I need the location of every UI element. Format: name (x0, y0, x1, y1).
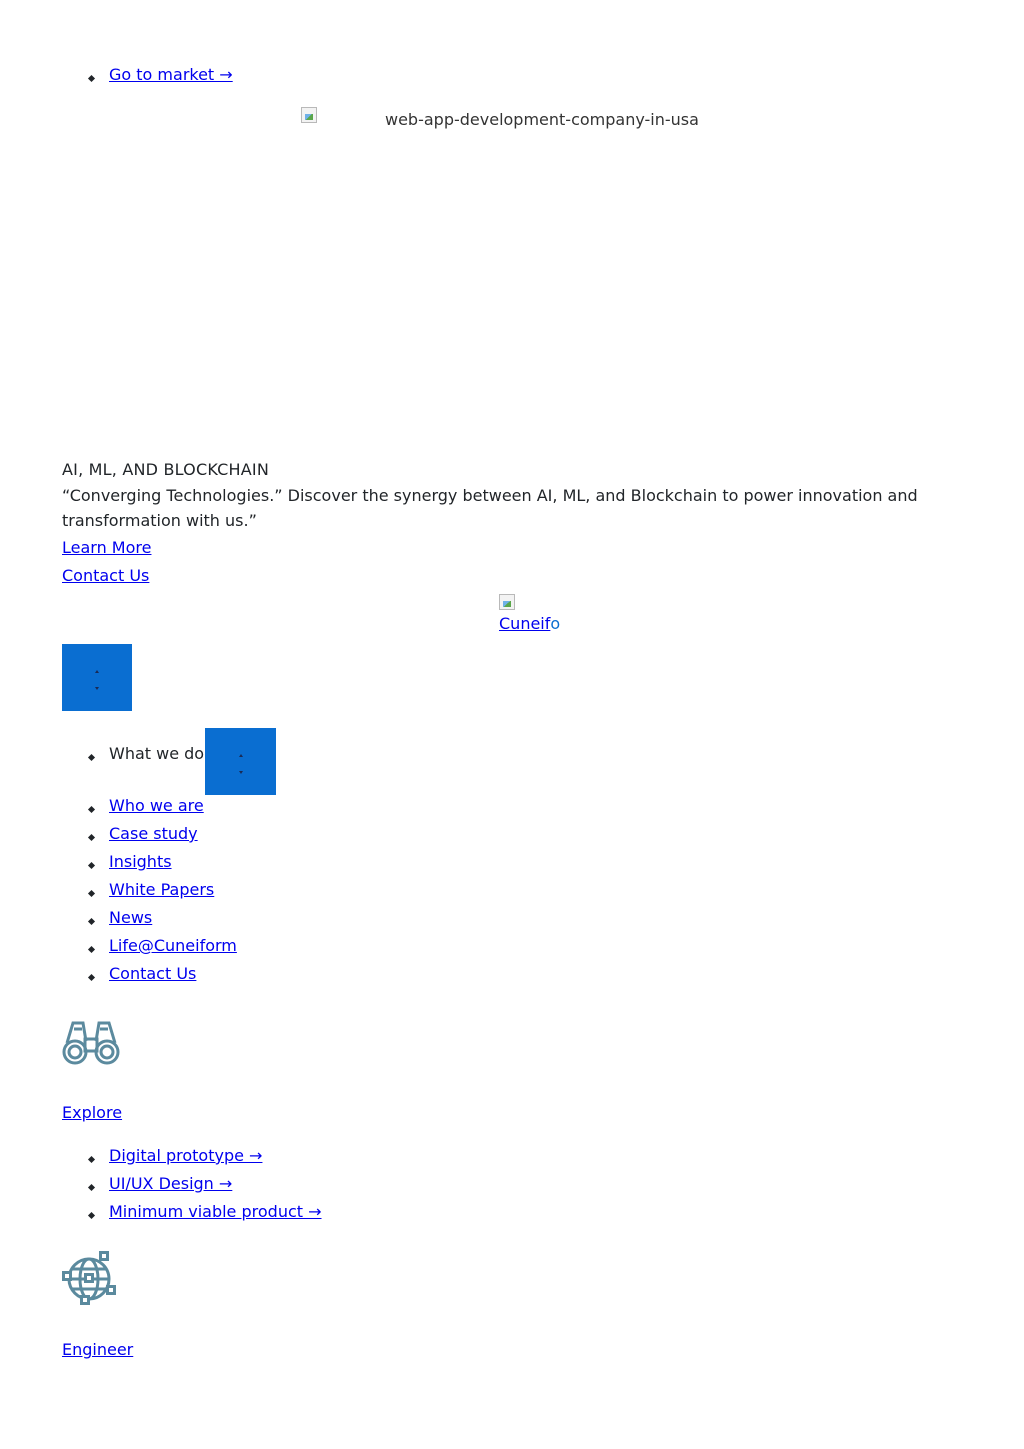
digital-prototype-link[interactable]: Digital prototype → (109, 1146, 263, 1165)
nav-item-contact-us (86, 960, 237, 988)
logo (499, 614, 560, 633)
menu-toggle-button[interactable] (62, 644, 132, 711)
ui-ux-design-link[interactable]: UI/UX Design → (109, 1174, 233, 1193)
nav-item-insights (86, 848, 237, 876)
chevron-down-icon (239, 771, 243, 774)
top-list (86, 61, 233, 89)
logo-image-placeholder (499, 594, 515, 610)
logo-link[interactable]: Cuneif (499, 614, 551, 633)
go-to-market-link[interactable]: Go to market → (109, 65, 233, 84)
binoculars-icon (61, 1019, 122, 1067)
hero-image-placeholder (301, 107, 317, 123)
list-item (86, 1142, 322, 1170)
list-item (86, 1170, 322, 1198)
case-study-link[interactable]: Case study (109, 824, 198, 843)
globe-network-icon (60, 1249, 118, 1307)
minimum-viable-product-link[interactable]: Minimum viable product → (109, 1202, 322, 1221)
chevron-down-icon (95, 687, 99, 690)
chevron-up-icon (95, 670, 99, 673)
submenu-toggle-button[interactable] (205, 728, 276, 795)
life-at-cuneiform-link[interactable]: Life@Cuneiform (109, 936, 237, 955)
hero-kicker: AI, ML, AND BLOCKCHAIN (62, 460, 269, 479)
explore-list (86, 1142, 322, 1226)
hero-description: “Converging Technologies.” Discover the synergy between AI, ML, and Blockchain to power innovation and transformation with us.” (62, 486, 918, 530)
list-item (86, 1198, 322, 1226)
chevron-up-icon (239, 754, 243, 757)
news-link[interactable]: News (109, 908, 153, 927)
logo-tail: o (550, 614, 561, 633)
contact-us-link[interactable]: Contact Us (62, 566, 150, 585)
nav-item-case-study (86, 820, 237, 848)
white-papers-link[interactable]: White Papers (109, 880, 215, 899)
nav-label-what-we-do: What we do (109, 744, 205, 763)
list-item (86, 61, 233, 89)
nav-item-white-papers (86, 876, 237, 904)
nav-contact-us-link[interactable]: Contact Us (109, 964, 197, 983)
nav-item-who-we-are (86, 792, 237, 820)
who-we-are-link[interactable]: Who we are (109, 796, 204, 815)
learn-more-link[interactable]: Learn More (62, 538, 152, 557)
explore-link[interactable]: Explore (62, 1103, 123, 1122)
nav-item-news (86, 904, 237, 932)
hero-image-alt-text: web-app-development-company-in-usa (385, 110, 699, 129)
engineer-link[interactable]: Engineer (62, 1340, 134, 1359)
insights-link[interactable]: Insights (109, 852, 172, 871)
nav-item-life (86, 932, 237, 960)
